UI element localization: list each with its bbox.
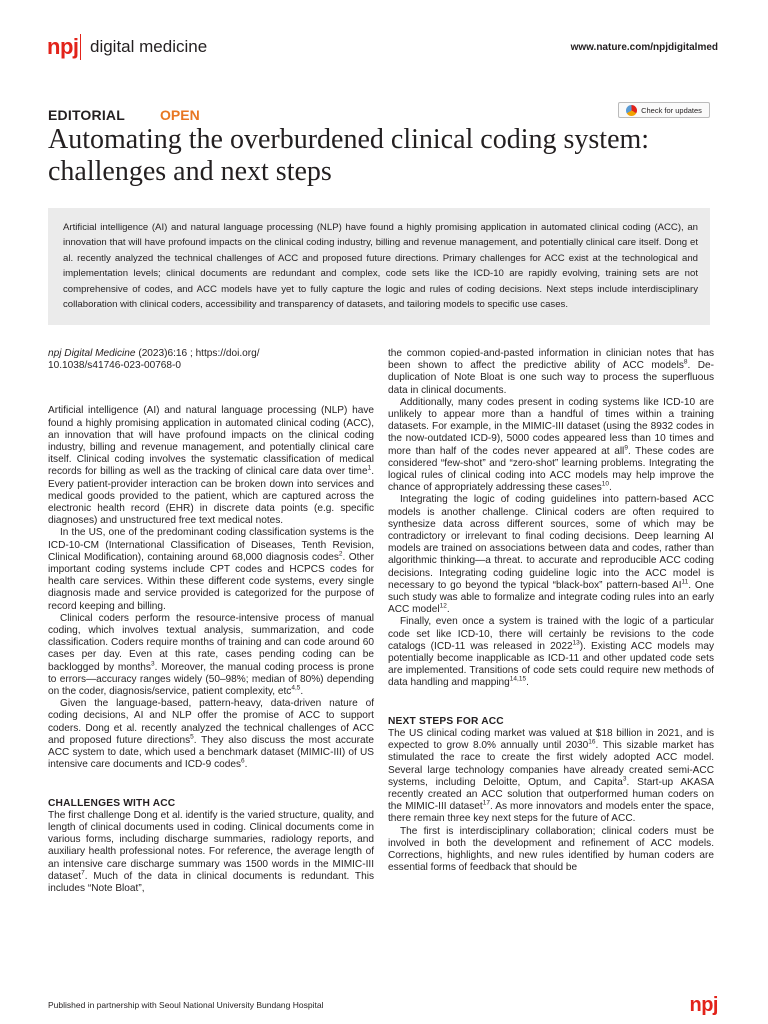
reference-link[interactable]: 2 — [338, 550, 343, 558]
paragraph: The first is interdisciplinary collaboration; clinical coders must be involved in both the development and refinement of ACC models. Corrections, highlights, and new rules identified by human coders are essential forms of feedback that should be — [388, 825, 714, 874]
reference-link[interactable]: 12 — [439, 602, 447, 610]
check-for-updates-label: Check for updates — [641, 105, 702, 115]
citation — [48, 348, 374, 372]
paragraph: Clinical coders perform the resource-intensive process of manual coding, which involves textual analysis, summarization, and code classification. Coders require months of training and can code around 60 cases per day. Even at this rate, cases pending coding can be backlogged by months$^3$. Moreover, the manual coding process is prone to errors—accuracy ranges widely (50–98%; median of 80%) depending on the coder, diagnosis/service, patient complexity, etc$^{4,5}$. — [48, 612, 374, 698]
reference-link[interactable]: 16 — [588, 738, 596, 746]
reference-link[interactable]: 1 — [367, 465, 372, 473]
paragraph: The first challenge Dong et al. identify is the varied structure, quality, and length of clinical documents used in coding. Clinical documents come in various forms, including discharge summaries, radiology reports, and auxiliary health professional notes. For reference, the average length of an intensive care discharge summary was 1500 words in the MIMIC-III dataset$^7$. Much of the data in clinical documents is redundant. This includes “Note Bloat”, — [48, 809, 374, 894]
paragraph: In the US, one of the predominant coding classification systems is the ICD-10-CM (International Classification of Diseases, Tenth Revision, Clinical Modification), containing around 68,000 diagnosis codes$^2$. Other important coding systems include CPT codes and HCPCS codes for health care services. Within these different code systems, every single diagnosis made and service provided is categorized for the purpose of record keeping and billing. — [48, 527, 374, 612]
reference-link[interactable]: 3 — [622, 775, 627, 783]
paragraph: Given the language-based, pattern-heavy, data-driven nature of coding decisions, AI and NLP offer the promise of ACC to support coders. Dong et al. recently analyzed the technical challenges of ACC and proposed future directions$^5$. They also discuss the most accurate ACC system to date, which used a benchmark dataset (MIMIC-III) of US intensive care documents and ICD-9 codes$^6$. — [48, 698, 374, 771]
paragraph: Artificial intelligence (AI) and natural language processing (NLP) have found a highly promising application in automated clinical coding (ACC), an innovation that will have profound impacts on the clinical coding industry, billing and revenue management, and potentially clinical care itself. Clinical coding involves the systematic classification of medical records for billing as well as the tracking of clinical care data over time$^1$. Every patient-provider interaction can be broken down into services and medical goods provided to the patient, which are captured across the electronic health record (EHR) in discrete data points (e.g. specific diagnoses) and unstructured free text medical notes. — [48, 405, 374, 527]
left-column — [48, 348, 374, 895]
site-url-link[interactable]: www.nature.com/npjdigitalmed — [570, 42, 718, 53]
crossmark-icon — [626, 105, 637, 116]
section-heading-challenges: CHALLENGES WITH ACC — [48, 797, 176, 809]
paragraph: the common copied-and-pasted information in clinician notes that has been shown to affect the predictive ability of ACC models$^8$. De-duplication of Note Bloat is one such way to process the superfluous data in clinical documents. — [388, 348, 714, 396]
footer-text: Published in partnership with Seoul National University Bundang Hospital — [48, 1000, 324, 1010]
section-heading-next-steps: NEXT STEPS FOR ACC — [388, 715, 504, 727]
paragraph: The US clinical coding market was valued at $18 billion in 2021, and is expected to grow 8.0% annually until 2030$^{16}$. This sizable market has stimulated the race to create the first widely adopted ACC model. Several large technology companies have already created semi-ACC systems, including Deloitte, Optum, and Capita$^3$. Start-up AKASA recently created an ACC solution that outperformed human coders on the MIMIC-III dataset$^{17}$. As more innovators and models enter the space, there remain three key next steps for the future of ACC. — [388, 727, 715, 825]
paragraph: Finally, even once a system is trained with the logic of a particular code set like ICD-10, there will certainly be revisions to the code catalogs (ICD-11 was released in 2022$^{13}$). Existing ACC models may potentially become inapplicable as ICD-11 and other updated code sets are implemented. Transitions of code sets could require new methods of data handling and mapping$^{14,15}$. — [388, 616, 714, 689]
reference-link[interactable]: 3 — [150, 660, 155, 668]
journal-name[interactable]: digital medicine — [90, 37, 208, 56]
npj-logo[interactable]: npj — [47, 34, 79, 59]
reference-link[interactable]: 17 — [482, 799, 490, 807]
reference-link[interactable]: 4,5 — [291, 684, 301, 692]
reference-link[interactable]: 7 — [81, 869, 85, 877]
paragraph: Integrating the logic of coding guidelines into pattern-based ACC models is another challenge. Clinical coders are often required to synthesize data across different sources, some of which may be contradictory or irrelevant to final coding decisions. Deep learning AI models are trained on associations between data and codes, rather than algorithmic thinking—a threat. to accurate and reproducible ACC coding decisions. Integrating coding guideline logic into the ACC model is necessary to go beyond the typical “black-box” pattern-based AI$^{11}$. One such study was able to formalize and integrate coding rules into an early ACC model$^{12}$. — [388, 494, 715, 616]
article-type: EDITORIAL — [48, 107, 125, 123]
article-title — [48, 124, 708, 188]
check-for-updates-button[interactable] — [618, 102, 710, 118]
footer-npj-logo[interactable]: npj — [689, 994, 718, 1016]
citation-doi-link[interactable]: 10.1038/s41746-023-00768-0 — [48, 360, 182, 372]
abstract-text: Artificial intelligence (AI) and natural language processing (NLP) have found a highly promising application in automated clinical coding (ACC), an innovation that will have profound impacts on the clinical coding industry, billing and revenue management, and potentially clinical care itself. Dong et al. recently analyzed the technical challenges of ACC and proposed future directions. Primary challenges for ACC exist at the technological and implementation levels; clinical documents are redundant and complex, code sets like the ICD-10 are rapidly evolving, training sets are not comprehensive of codes, and ACC models have yet to fully capture the logic and rules of coding decisions. Next steps include interdisciplinary collaboration with clinical coders, accessibility and transparency of datasets, and tailoring models to specific use cases. — [63, 222, 698, 311]
logo-divider — [80, 34, 81, 60]
reference-link[interactable]: 6 — [241, 757, 245, 765]
open-access-label: OPEN — [160, 107, 200, 123]
abstract-box — [48, 208, 710, 325]
reference-link[interactable]: 5 — [190, 733, 194, 741]
reference-link[interactable]: 13 — [572, 639, 580, 647]
right-column — [388, 348, 714, 874]
reference-link[interactable]: 11 — [681, 578, 689, 586]
reference-link[interactable]: 9 — [624, 444, 628, 452]
reference-link[interactable]: 14,15 — [509, 676, 527, 684]
citation-details: (2023)6:16 ; https://doi.org/ — [135, 348, 260, 359]
title-line-1: Automating the overburdened clinical coding system: — [48, 124, 650, 155]
citation-journal: npj Digital Medicine — [48, 348, 136, 359]
title-line-2: challenges and next steps — [48, 156, 332, 187]
reference-link[interactable]: 10 — [601, 480, 610, 488]
reference-link[interactable]: 8 — [683, 358, 688, 366]
paragraph: Additionally, many codes present in coding systems like ICD-10 are unlikely to appear more than a handful of times within a training datasets. For example, in the MIMIC-III dataset (using the 8932 codes in the now-outdated ICD-9), 5000 codes appeared less than 10 times and more than half of the codes never appeared at all$^9$. These codes are considered “few-shot” and “zero-shot” learning problems. Integrating the logical rules of clinical coding into ACC models may help improve the chance of appropriately addressing these cases$^{10}$. — [388, 396, 714, 494]
